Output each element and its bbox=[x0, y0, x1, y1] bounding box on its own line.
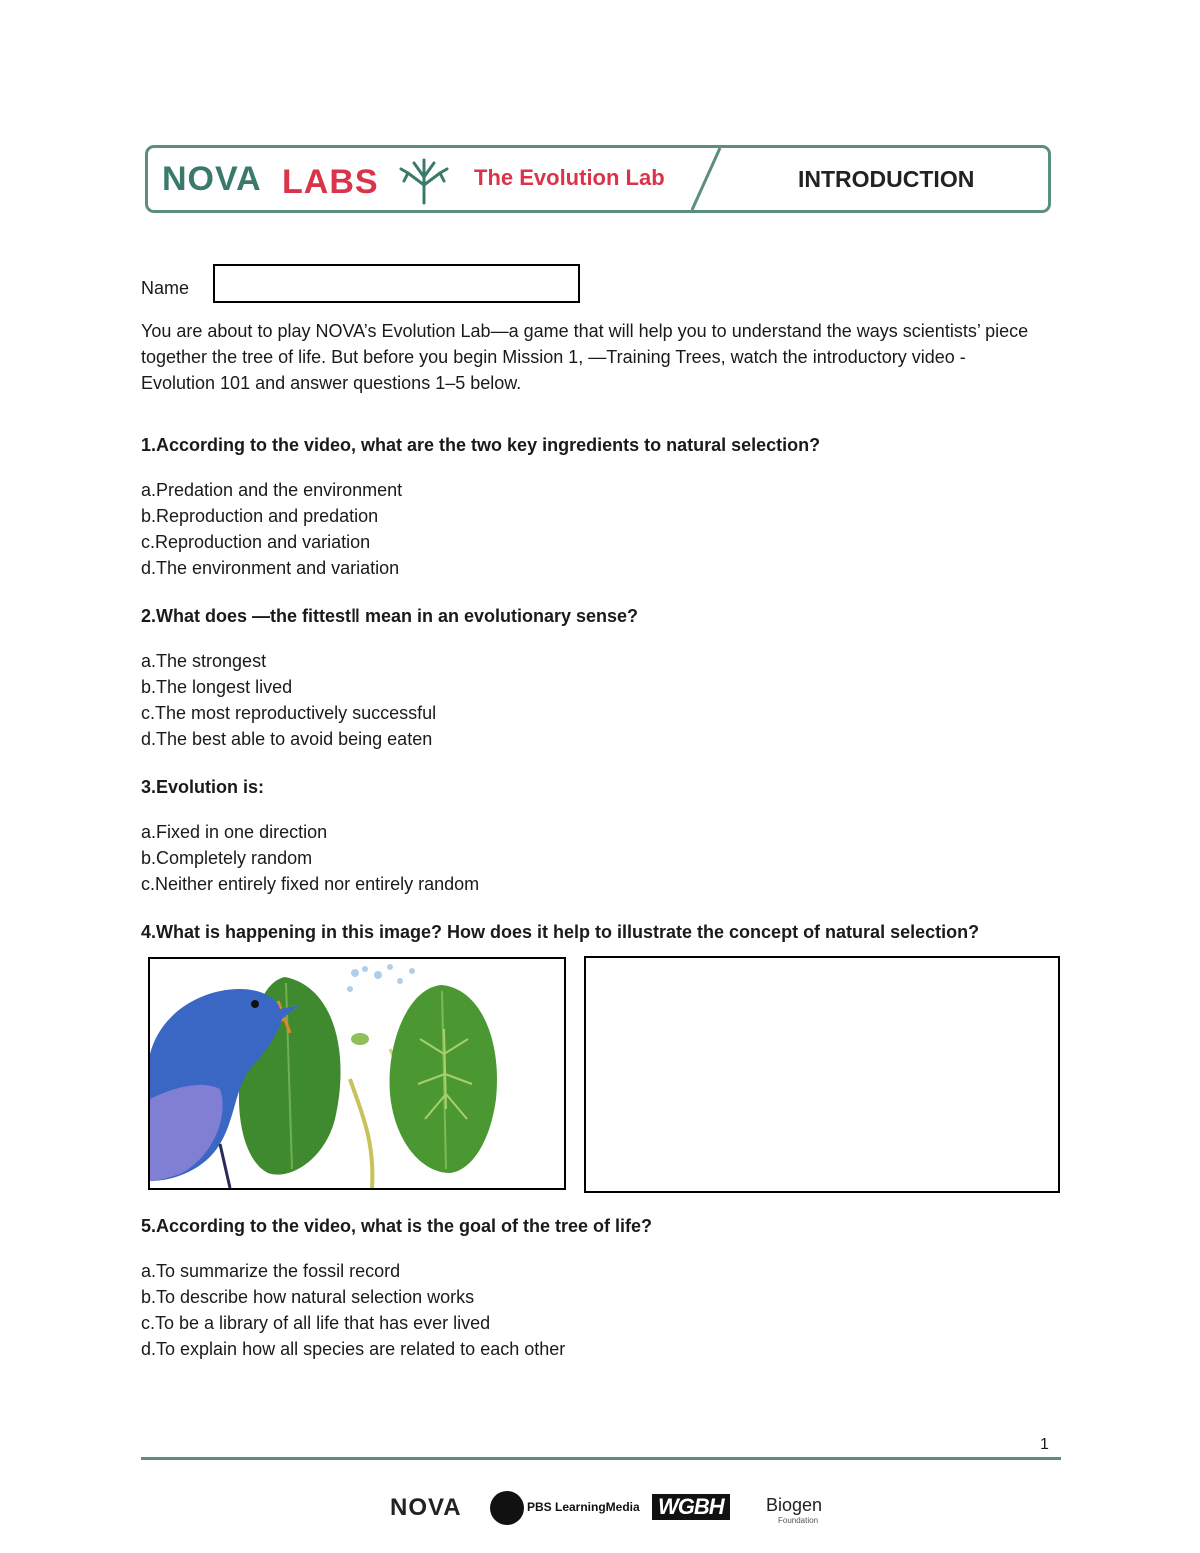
q1-option-a: a.Predation and the environment bbox=[141, 480, 403, 500]
q1-option-b: b.Reproduction and predation bbox=[141, 506, 379, 526]
q2-option-b: b.The longest lived bbox=[141, 677, 293, 697]
lab-title: The Evolution Lab bbox=[474, 165, 665, 190]
question-5: 5.According to the video, what is the goal of the tree of life? bbox=[141, 1216, 653, 1236]
pbs-learningmedia-logo: PBS LearningMedia bbox=[527, 1500, 640, 1514]
nova-logo-text: NOVA bbox=[162, 160, 262, 198]
q3-option-c: c.Neither entirely fixed nor entirely random bbox=[141, 874, 480, 894]
biogen-foundation-label: Foundation bbox=[778, 1516, 819, 1525]
bird-leaf-insect-image bbox=[148, 957, 566, 1190]
question-4: 4.What is happening in this image? How does it help to illustrate the concept of natural selection? bbox=[141, 922, 980, 942]
q2-option-a: a.The strongest bbox=[141, 651, 267, 671]
footer-nova-logo: NOVA bbox=[390, 1494, 462, 1521]
tree-of-life-icon bbox=[398, 157, 450, 205]
pbs-logo-icon bbox=[490, 1491, 524, 1525]
q1-option-d: d.The environment and variation bbox=[141, 558, 400, 578]
q5-option-a: a.To summarize the fossil record bbox=[141, 1261, 401, 1281]
question-2: 2.What does ―the fittest‖ mean in an evolutionary sense? bbox=[141, 606, 639, 626]
biogen-logo: Biogen bbox=[766, 1495, 823, 1515]
q3-option-b: b.Completely random bbox=[141, 848, 313, 868]
name-input[interactable] bbox=[213, 264, 580, 303]
q2-option-c: c.The most reproductively successful bbox=[141, 703, 437, 723]
q4-answer-box[interactable] bbox=[584, 956, 1060, 1193]
q3-option-a: a.Fixed in one direction bbox=[141, 822, 328, 842]
section-label: INTRODUCTION bbox=[798, 166, 975, 192]
footer-rule bbox=[141, 1457, 1061, 1460]
q5-option-b: b.To describe how natural selection works bbox=[141, 1287, 475, 1307]
q5-option-c: c.To be a library of all life that has ever lived bbox=[141, 1313, 491, 1333]
header-divider bbox=[688, 146, 724, 212]
labs-logo-text: LABS bbox=[282, 163, 379, 201]
q1-option-c: c.Reproduction and variation bbox=[141, 532, 371, 552]
q5-option-d: d.To explain how all species are related to each other bbox=[141, 1339, 566, 1359]
bird-illustration bbox=[150, 959, 564, 1188]
question-3: 3.Evolution is: bbox=[141, 777, 265, 797]
intro-paragraph: You are about to play NOVA’s Evolution Lab—a game that will help you to understand the ways scientists’ piece together the tree of life. But before you begin Mission 1, ―Training Trees, watch the introductory video - Evolution 101 and answer questions 1–5 below. bbox=[141, 321, 1029, 393]
page-number: 1 bbox=[1040, 1436, 1049, 1453]
q2-option-d: d.The best able to avoid being eaten bbox=[141, 729, 433, 749]
wgbh-logo: WGBH bbox=[652, 1494, 730, 1520]
question-1: 1.According to the video, what are the two key ingredients to natural selection? bbox=[141, 435, 821, 455]
name-label: Name bbox=[141, 278, 190, 298]
